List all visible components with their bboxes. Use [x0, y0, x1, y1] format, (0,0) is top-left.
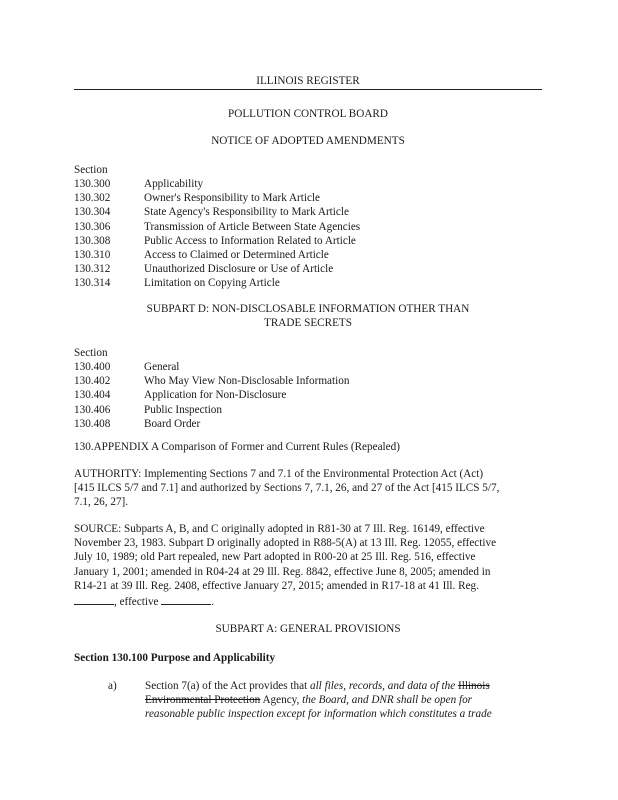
toc-section-title: Board Order: [144, 417, 201, 430]
blank-register-page: [74, 593, 114, 605]
toc-section-number: 130.310: [74, 249, 111, 261]
toc-section-title: Owner's Responsibility to Mark Article: [144, 192, 321, 205]
text-run: Section 7(a) of the Act provides that: [145, 680, 308, 692]
toc-section-number: 130.402: [74, 375, 111, 388]
toc-row: [74, 234, 534, 248]
item-a-line: [145, 693, 545, 707]
blank-effective-date: [161, 593, 211, 605]
toc-section-title: Limitation on Copying Article: [144, 277, 280, 290]
toc-section-number: 130.308: [74, 234, 111, 247]
toc-row: [74, 388, 534, 402]
subpart-d-heading-line1: SUBPART D: NON-DISCLOSABLE INFORMATION OTHER THAN: [146, 303, 470, 315]
toc-row: [74, 262, 534, 276]
source-paragraph: [74, 522, 544, 609]
notice-title: NOTICE OF ADOPTED AMENDMENTS: [211, 135, 405, 147]
toc-section-title: Applicability: [144, 178, 204, 190]
toc-section-number: 130.300: [74, 178, 111, 190]
toc-row: [74, 276, 534, 290]
appendix-line: 130.APPENDIX A Comparison of Former and Current Rules (Repealed): [74, 441, 400, 453]
toc-section-number: 130.306: [74, 220, 111, 233]
toc2-section-label: Section: [74, 347, 108, 359]
subpart-d-heading-line2: TRADE SECRETS: [264, 317, 352, 329]
toc-section-title: General: [144, 361, 180, 373]
authority-paragraph: [74, 467, 544, 510]
register-title: ILLINOIS REGISTER: [256, 75, 360, 87]
toc-section-number: 130.404: [74, 389, 111, 402]
toc-section-title: Who May View Non-Disclosable Information: [144, 375, 350, 388]
toc-row: [74, 248, 534, 262]
source-line: R14-21 at 39 Ill. Reg. 2408, effective January 27, 2015; amended in R17-18 at 41 Ill. Reg.: [74, 579, 479, 592]
toc-section-title: Public Access to Information Related to Article: [144, 234, 356, 247]
effective-label: , effective: [114, 596, 159, 609]
toc-row: [74, 360, 534, 374]
toc-section-number: 130.408: [74, 417, 111, 430]
toc-section-title: Application for Non-Disclosure: [144, 389, 287, 402]
subpart-a-heading: SUBPART A: GENERAL PROVISIONS: [215, 623, 401, 635]
source-line-last: [74, 593, 544, 609]
item-a-label: a): [108, 680, 117, 692]
toc-row: [74, 191, 534, 205]
toc-section-number: 130.312: [74, 263, 111, 276]
toc-row: [74, 177, 534, 191]
toc-section-title: State Agency's Responsibility to Mark Article: [144, 206, 349, 219]
toc-section-number: 130.304: [74, 206, 111, 219]
source-line: July 10, 1989; old Part repealed, new Part adopted in R00-20 at 25 Ill. Reg. 516, effective: [74, 551, 476, 564]
source-line: SOURCE: Subparts A, B, and C originally adopted in R81-30 at 7 Ill. Reg. 16149, effective: [74, 523, 485, 535]
period: .: [211, 596, 215, 609]
toc-section-title: Public Inspection: [144, 403, 222, 416]
italic-run: all files, records, and data of the: [309, 680, 456, 692]
toc-row: [74, 220, 534, 234]
toc-section-title: Transmission of Article Between State Agencies: [144, 220, 361, 233]
italic-run: the Board, and DNR shall be open for: [302, 694, 473, 707]
toc-section-title: Unauthorized Disclosure or Use of Article: [144, 263, 334, 276]
header-rule: [74, 89, 542, 90]
toc-section-number: 130.400: [74, 361, 111, 373]
item-a-text: [145, 679, 545, 722]
text-run: Agency,: [262, 694, 300, 707]
authority-line: AUTHORITY: Implementing Sections 7 and 7.1 of the Environmental Protection Act (Act): [74, 468, 484, 480]
source-line: November 23, 1983. Subpart D originally adopted in R88-5(A) at 13 Ill. Reg. 12055, effective: [74, 537, 497, 550]
struck-run: Illinois: [458, 680, 490, 692]
toc-section-number: 130.406: [74, 403, 111, 416]
board-title: POLLUTION CONTROL BOARD: [228, 108, 388, 120]
toc1-section-label: Section: [74, 164, 108, 176]
section-130-100-heading: Section 130.100 Purpose and Applicability: [74, 652, 276, 664]
source-line: January 1, 2001; amended in R04-24 at 29 Ill. Reg. 8842, effective June 8, 2005; amended in: [74, 565, 491, 578]
toc-row: [74, 403, 534, 417]
toc-row: [74, 417, 534, 431]
toc-row: [74, 205, 534, 219]
item-a-line: [145, 679, 545, 693]
toc-section-number: 130.302: [74, 192, 111, 205]
struck-run: Environmental Protection: [145, 694, 261, 707]
toc-section-number: 130.314: [74, 277, 111, 290]
authority-line: [415 ILCS 5/7 and 7.1] and authorized by Sections 7, 7.1, 26, and 27 of the Act [415 ILCS 5/7,: [74, 482, 500, 495]
toc-row: [74, 374, 534, 388]
item-a-line: reasonable public inspection except for information which constitutes a trade: [145, 708, 492, 721]
toc-section-title: Access to Claimed or Determined Article: [144, 249, 329, 261]
authority-line: 7.1, 26, 27].: [74, 496, 129, 509]
